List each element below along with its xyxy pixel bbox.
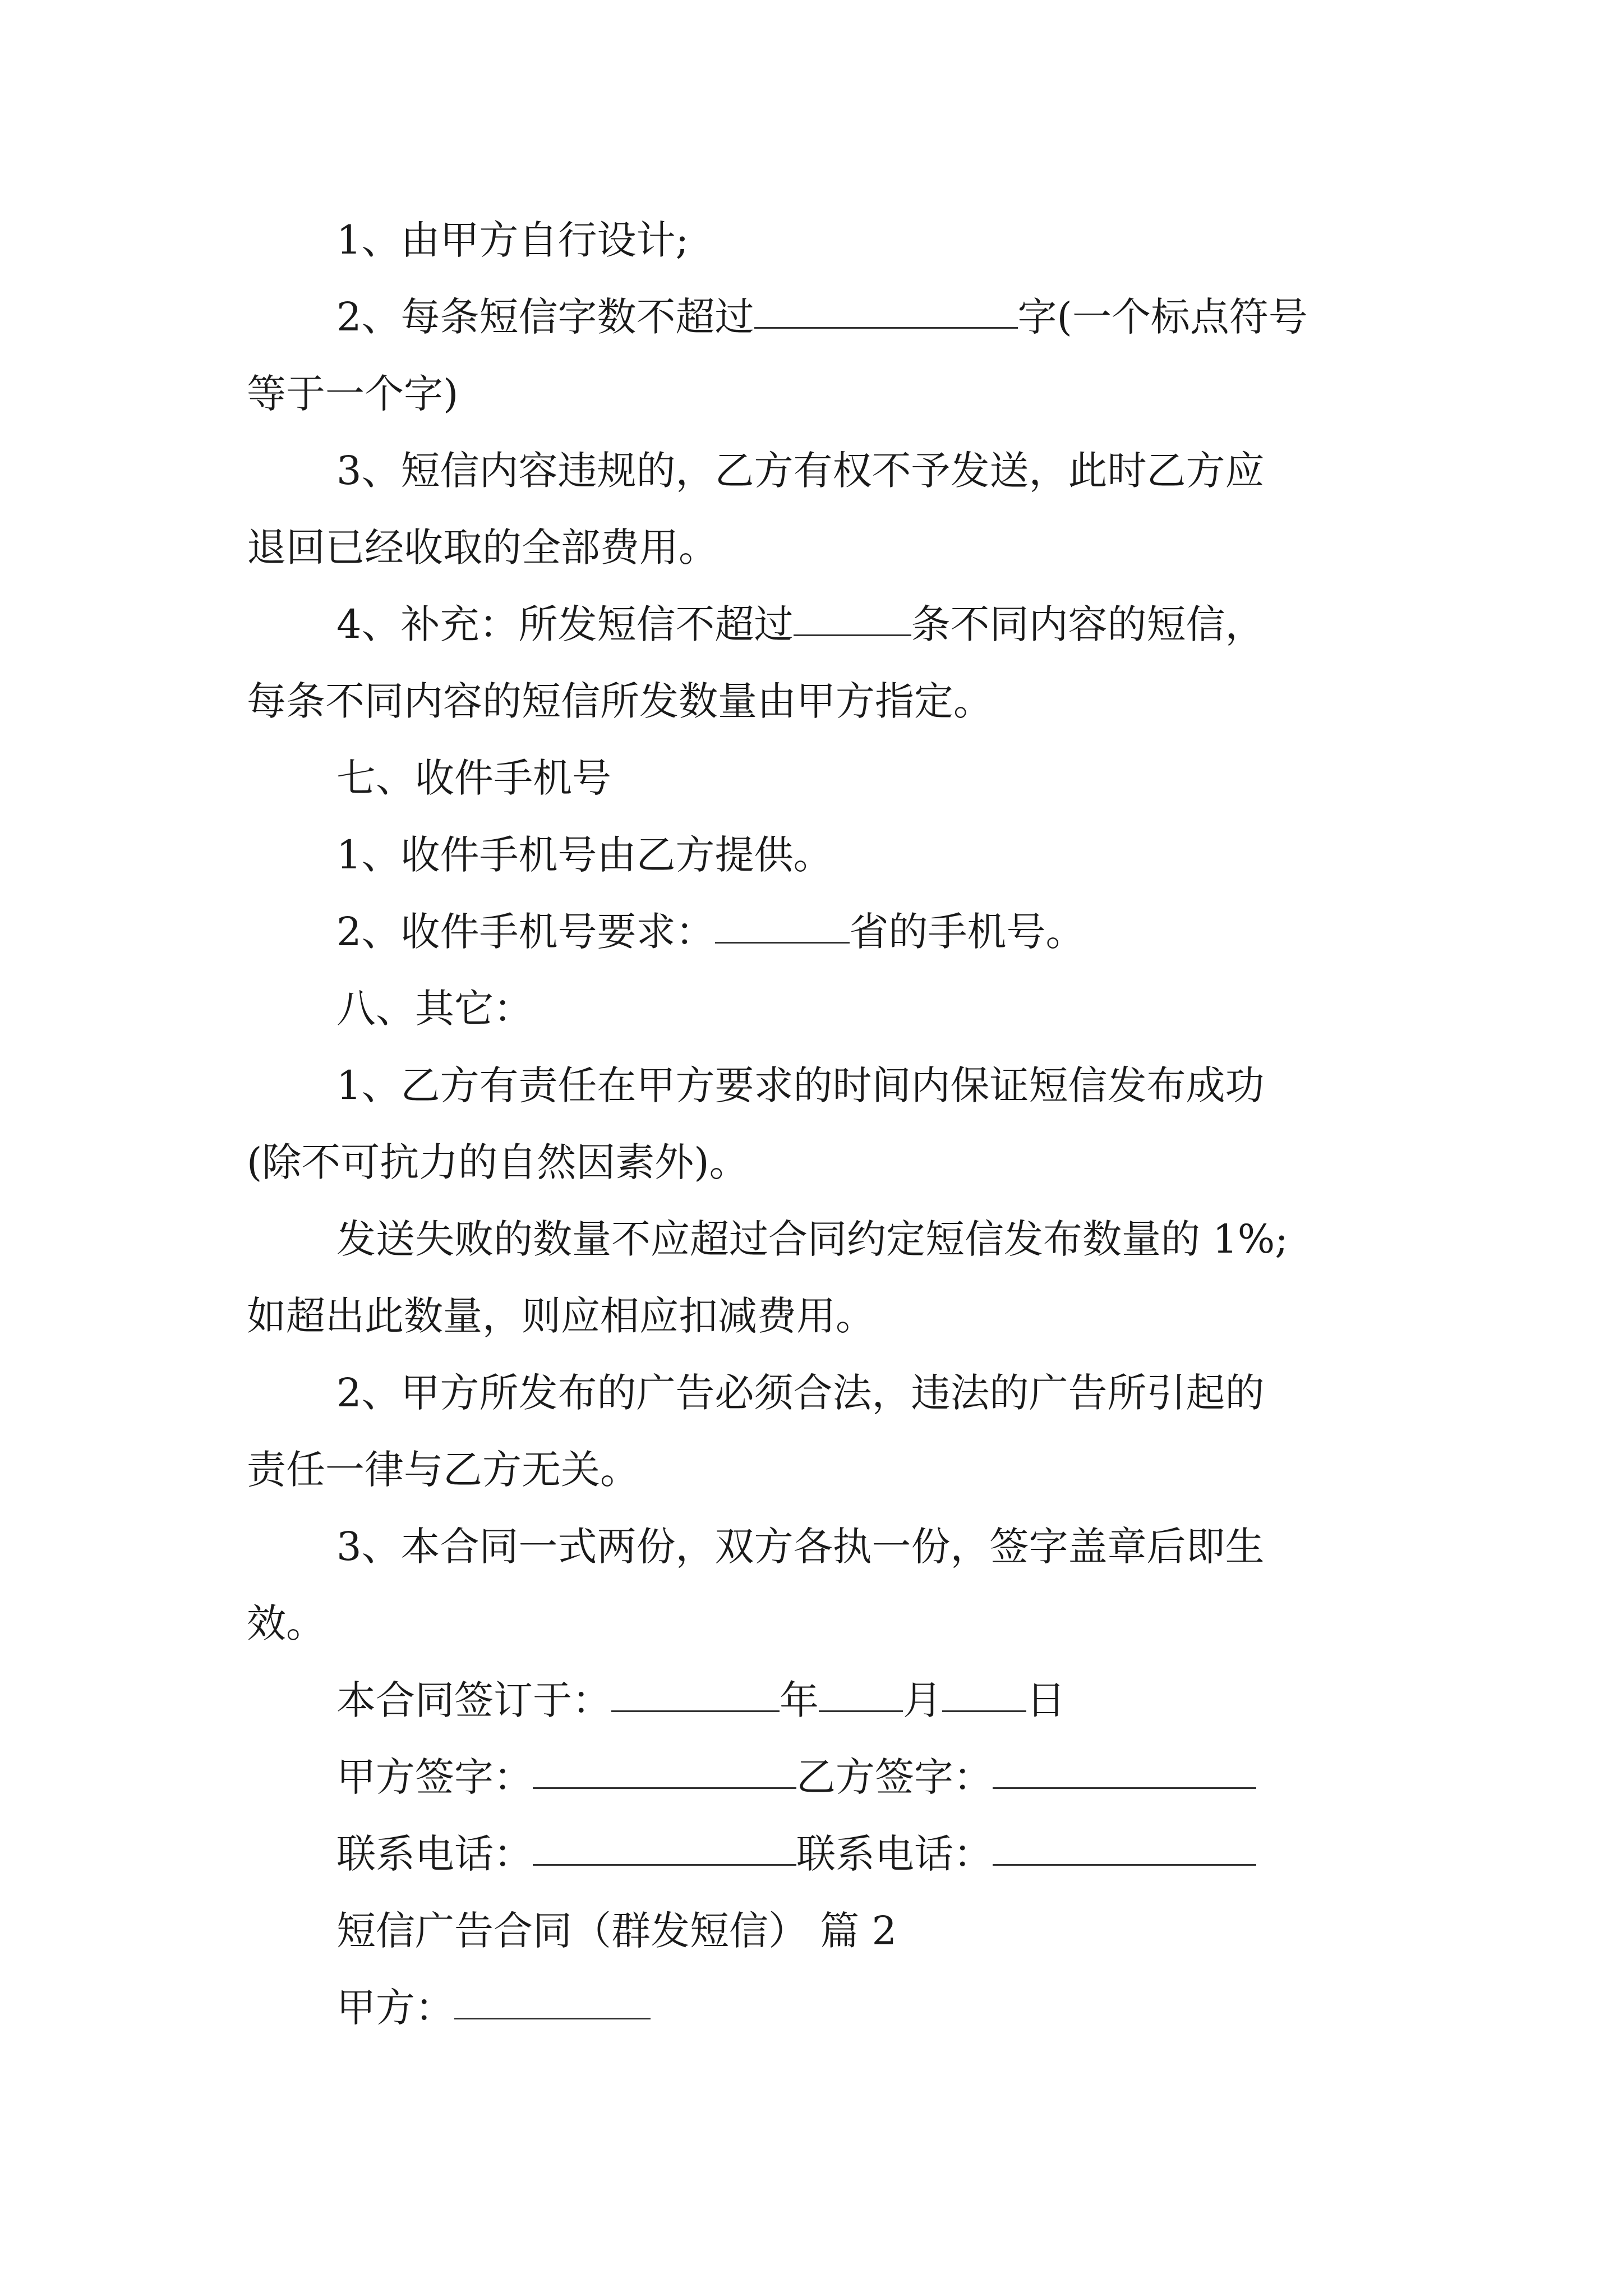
clause-6-2-line1 [247,279,1385,356]
day-label: 日 [1026,1677,1066,1723]
clause-text: 发送失败的数量不应超过合同约定短信发布数量的 1%; [336,1216,1288,1262]
clause-6-1 [247,202,1385,279]
year-blank[interactable] [611,1710,780,1712]
section-8-heading [247,970,1385,1047]
section-heading: 七、收件手机号 [336,755,611,801]
clause-text: (除不可抗力的自然因素外)。 [247,1139,749,1185]
signing-date-label: 本合同签订于： [336,1677,611,1723]
clause-8-3-line2 [247,1585,1385,1662]
clause-text: 字(一个标点符号 [1017,294,1308,340]
clause-text: 1、由甲方自行设计; [336,217,689,263]
clause-text: 2、收件手机号要求： [336,909,715,955]
clause-8-1-line1 [247,1047,1385,1124]
clause-text: 1、乙方有责任在甲方要求的时间内保证短信发布成功 [336,1062,1265,1108]
clause-6-2-line2 [247,356,1385,432]
clause-6-3-line1 [247,432,1385,509]
clause-8-1-line2 [247,1124,1385,1201]
party-a-line [247,1970,1385,2046]
clause-text: 退回已经收取的全部费用。 [247,524,718,570]
failure-clause-line1 [247,1201,1385,1278]
party-a-phone-label: 联系电话： [336,1831,533,1877]
party-b-signature-label: 乙方签字： [796,1754,993,1800]
party-a-signature-label: 甲方签字： [336,1754,533,1800]
clause-7-1 [247,817,1385,894]
clause-8-3-line1 [247,1508,1385,1585]
clause-text: 如超出此数量，则应相应扣减费用。 [247,1293,875,1339]
clause-text: 条不同内容的短信， [911,601,1265,647]
clause-8-2-line2 [247,1432,1385,1508]
clause-text: 省的手机号。 [849,909,1085,955]
signature-line [247,1739,1385,1816]
year-label: 年 [780,1677,819,1723]
clause-text: 每条不同内容的短信所发数量由甲方指定。 [247,678,993,724]
failure-clause-line2 [247,1278,1385,1355]
party-a-blank[interactable] [454,2017,651,2019]
document-page [247,202,1385,2046]
signing-date-line [247,1662,1385,1739]
section-title: 短信广告合同（群发短信） 篇 2 [336,1908,897,1954]
clause-6-3-line2 [247,509,1385,586]
fill-blank[interactable] [794,634,911,636]
clause-6-4-line2 [247,663,1385,740]
party-b-phone-blank[interactable] [993,1864,1256,1866]
clause-6-4-line1 [247,586,1385,663]
day-blank[interactable] [942,1710,1026,1712]
clause-text: 责任一律与乙方无关。 [247,1447,639,1493]
fill-blank[interactable] [715,941,850,944]
month-blank[interactable] [819,1710,903,1712]
party-a-phone-blank[interactable] [533,1864,796,1866]
month-label: 月 [903,1677,942,1723]
section-7-heading [247,740,1385,817]
section-heading: 八、其它： [336,986,533,1032]
clause-text: 效。 [247,1600,325,1646]
clause-text: 4、补充：所发短信不超过 [336,601,794,647]
clause-text: 2、每条短信字数不超过 [336,294,754,340]
contract-2-title [247,1893,1385,1970]
party-b-signature-blank[interactable] [993,1787,1256,1789]
party-b-phone-label: 联系电话： [796,1831,993,1877]
party-a-label: 甲方： [336,1985,454,2031]
clause-text: 3、短信内容违规的，乙方有权不予发送，此时乙方应 [336,448,1265,494]
clause-8-2-line1 [247,1355,1385,1432]
party-a-signature-blank[interactable] [533,1787,796,1789]
phone-line [247,1816,1385,1893]
fill-blank[interactable] [754,326,1018,329]
clause-text: 3、本合同一式两份，双方各执一份，签字盖章后即生 [336,1524,1265,1570]
clause-text: 等于一个字) [247,371,459,417]
clause-7-2 [247,894,1385,970]
clause-text: 2、甲方所发布的广告必须合法，违法的广告所引起的 [336,1370,1265,1416]
clause-text: 1、收件手机号由乙方提供。 [336,832,833,878]
